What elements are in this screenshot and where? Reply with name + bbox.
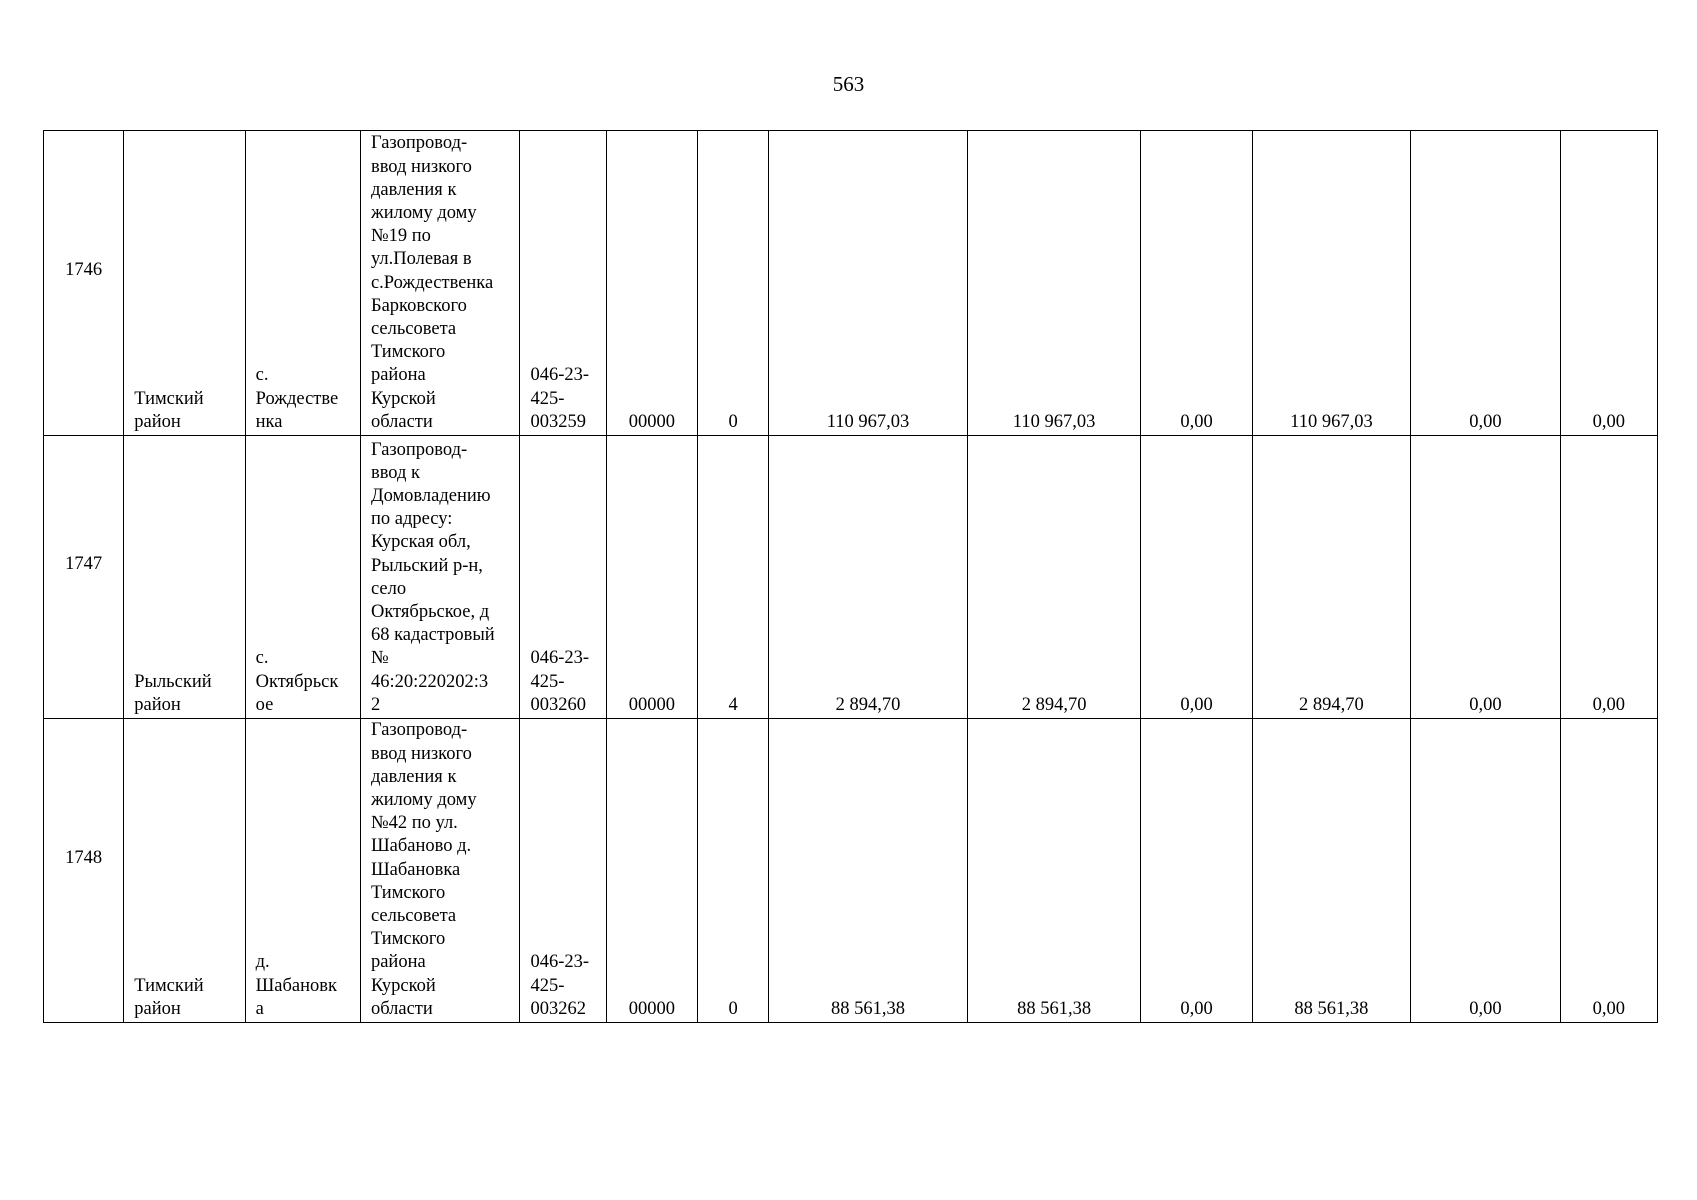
value-cell-1: 88 561,38 <box>769 719 968 1023</box>
value-cell-2: 110 967,03 <box>967 131 1141 436</box>
value-cell-5: 0,00 <box>1411 719 1560 1023</box>
value-cell-3: 0,00 <box>1141 436 1252 719</box>
row-number-cell: 1748 <box>44 719 124 1023</box>
code-cell: 00000 <box>606 436 697 719</box>
object-description-cell: Газопровод- ввод низкого давления к жилому дому №19 по ул.Полевая в с.Рождественка Барковского сельсовета Тимского района Курской области <box>360 131 519 436</box>
quantity-cell: 0 <box>697 131 768 436</box>
value-cell-5: 0,00 <box>1411 131 1560 436</box>
value-cell-2: 2 894,70 <box>967 436 1141 719</box>
district-cell: Рыльский район <box>124 436 245 719</box>
page-number: 563 <box>832 72 865 96</box>
value-cell-6: 0,00 <box>1560 131 1657 436</box>
settlement-cell: д. Шабановк а <box>245 719 360 1023</box>
value-cell-5: 0,00 <box>1411 436 1560 719</box>
quantity-cell: 0 <box>697 719 768 1023</box>
value-cell-6: 0,00 <box>1560 719 1657 1023</box>
value-cell-3: 0,00 <box>1141 719 1252 1023</box>
object-description-cell: Газопровод- ввод к Домовладению по адресу: Курская обл, Рыльский р-н, село Октябрьское, д 68 кадастровый № 46:20:220202:3 2 <box>360 436 519 719</box>
registration-code-cell: 046-23- 425- 003259 <box>520 131 606 436</box>
table-row <box>44 131 1658 436</box>
value-cell-1: 110 967,03 <box>769 131 968 436</box>
value-cell-3: 0,00 <box>1141 131 1252 436</box>
district-cell: Тимский район <box>124 719 245 1023</box>
row-number-cell: 1746 <box>44 131 124 436</box>
registry-table <box>43 130 1658 1023</box>
code-cell: 00000 <box>606 719 697 1023</box>
settlement-cell: с. Рождестве нка <box>245 131 360 436</box>
value-cell-6: 0,00 <box>1560 436 1657 719</box>
quantity-cell: 4 <box>697 436 768 719</box>
table-row <box>44 436 1658 719</box>
value-cell-2: 88 561,38 <box>967 719 1141 1023</box>
district-cell: Тимский район <box>124 131 245 436</box>
value-cell-4: 2 894,70 <box>1252 436 1410 719</box>
table-row <box>44 719 1658 1023</box>
registration-code-cell: 046-23- 425- 003260 <box>520 436 606 719</box>
code-cell: 00000 <box>606 131 697 436</box>
value-cell-4: 88 561,38 <box>1252 719 1410 1023</box>
registration-code-cell: 046-23- 425- 003262 <box>520 719 606 1023</box>
object-description-cell: Газопровод- ввод низкого давления к жилому дому №42 по ул. Шабаново д. Шабановка Тимского сельсовета Тимского района Курской области <box>360 719 519 1023</box>
row-number-cell: 1747 <box>44 436 124 719</box>
value-cell-1: 2 894,70 <box>769 436 968 719</box>
settlement-cell: с. Октябрьск ое <box>245 436 360 719</box>
value-cell-4: 110 967,03 <box>1252 131 1410 436</box>
